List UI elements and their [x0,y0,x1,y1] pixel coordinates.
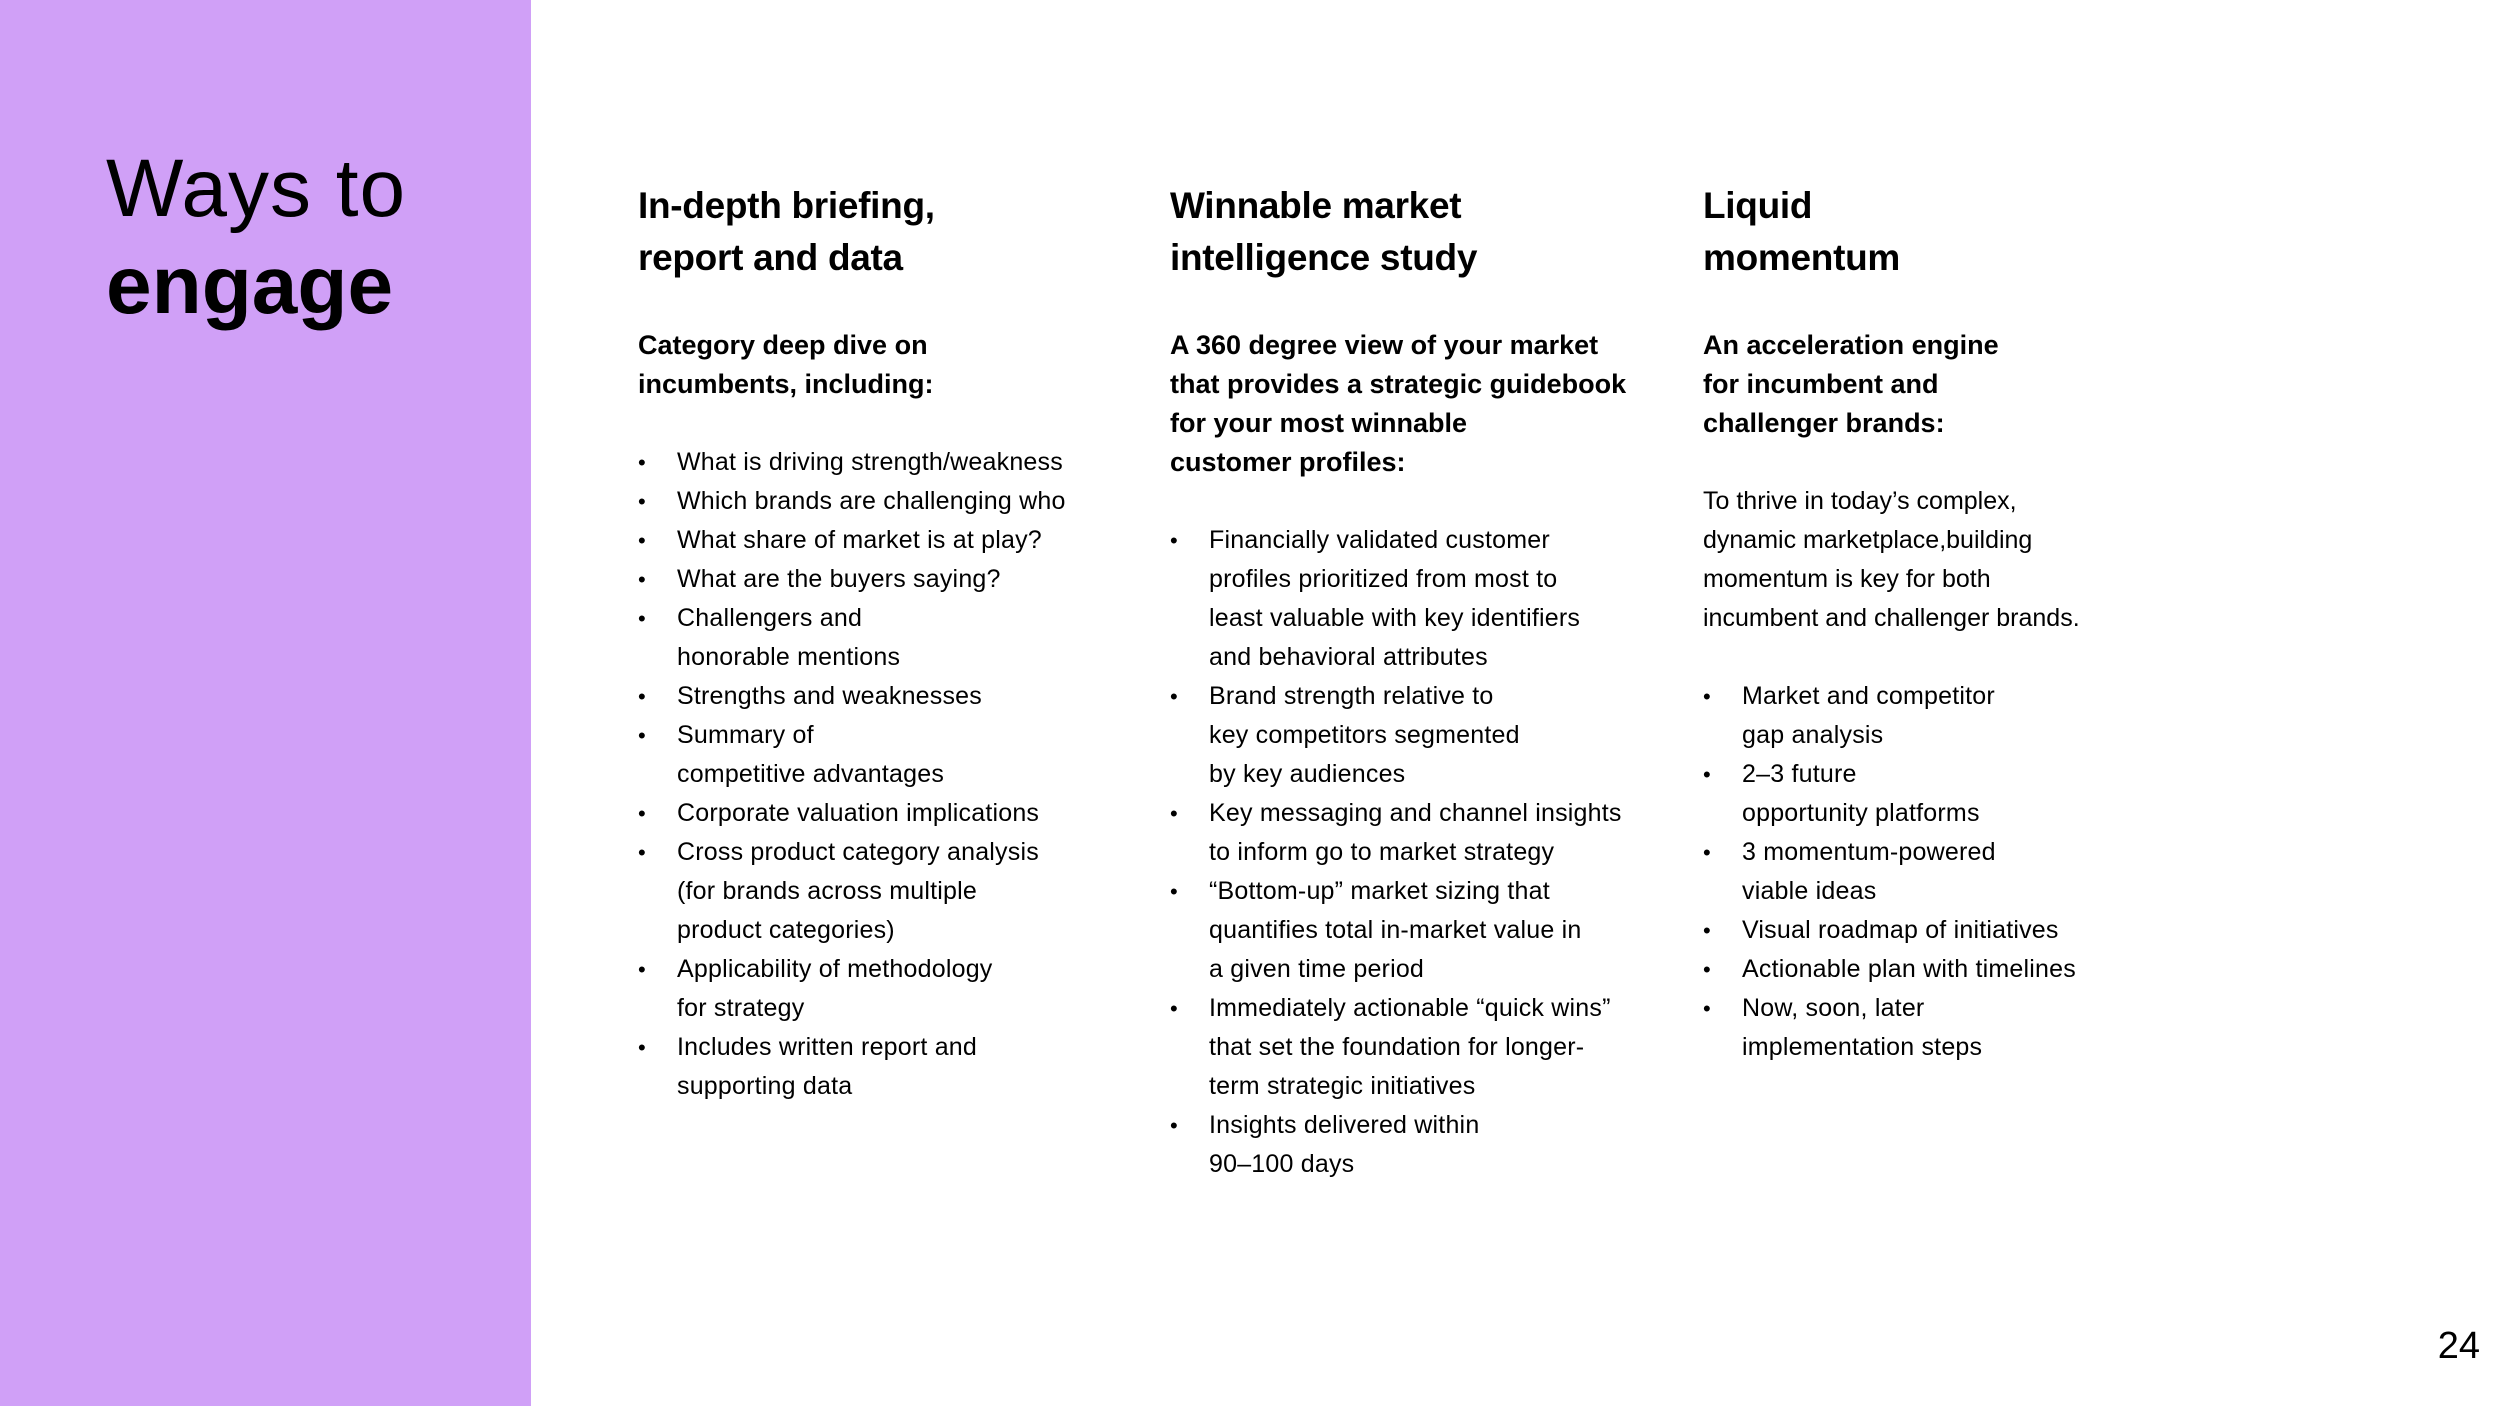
text-line: In-depth briefing, [638,185,935,226]
page-title [106,140,406,334]
text-line: incumbent and challenger brands. [1703,604,2080,632]
list-item [638,950,1138,1028]
text-line: Category deep dive on [638,330,928,360]
text-line: Liquid [1703,185,1813,226]
text-line: 2–3 future [1742,760,1857,788]
column-briefing [638,180,1138,1106]
text-line: least valuable with key identifiers [1209,604,1581,632]
list-item [1703,989,2203,1067]
text-line: Summary of [677,721,814,749]
column-heading [1703,180,2203,284]
text-line: Corporate valuation implications [677,799,1040,827]
column-lead [1170,326,1670,482]
text-line: a given time period [1209,955,1425,983]
text-line: key competitors segmented [1209,721,1520,749]
text-line: Which brands are challenging who [677,487,1066,515]
text-line: dynamic marketplace,building [1703,526,2033,554]
list-item [1170,794,1670,872]
text-line: “Bottom-up” market sizing that [1209,877,1550,905]
list-item [1703,677,2203,755]
list-item [638,833,1138,950]
list-item [638,560,1138,599]
title-line-2: engage [106,240,394,331]
page-number: 24 [2437,1325,2480,1367]
text-line: term strategic initiatives [1209,1072,1476,1100]
text-line: opportunity platforms [1742,799,1980,827]
text-line: Brand strength relative to [1209,682,1494,710]
list-item [638,716,1138,794]
text-line: product categories) [677,916,895,944]
text-line: report and data [638,237,903,278]
column-lead [638,326,1138,404]
text-line: supporting data [677,1072,853,1100]
text-line: implementation steps [1742,1033,1983,1061]
text-line: honorable mentions [677,643,901,671]
text-line: Winnable market [1170,185,1462,226]
text-line: Insights delivered within [1209,1111,1480,1139]
text-line: (for brands across multiple [677,877,977,905]
column-market-study [1170,180,1670,1184]
list-item [638,482,1138,521]
list-item [638,521,1138,560]
text-line: for your most winnable [1170,408,1468,438]
text-line: momentum [1703,237,1900,278]
text-line: Key messaging and channel insights [1209,799,1622,827]
column-heading [1170,180,1670,284]
list-item [1703,911,2203,950]
text-line: by key audiences [1209,760,1406,788]
list-item [1170,989,1670,1106]
bullet-list [1170,521,1670,1184]
column-paragraph [1703,482,2203,638]
text-line: 90–100 days [1209,1150,1355,1178]
text-line: 3 momentum-powered [1742,838,1996,866]
text-line: What is driving strength/weakness [677,448,1063,476]
text-line: quantifies total in-market value in [1209,916,1582,944]
text-line: Includes written report and [677,1033,978,1061]
text-line: Actionable plan with timelines [1742,955,2076,983]
text-line: profiles prioritized from most to [1209,565,1558,593]
text-line: that set the foundation for longer- [1209,1033,1585,1061]
list-item [1170,1106,1670,1184]
text-line: An acceleration engine [1703,330,1999,360]
text-line: momentum is key for both [1703,565,1991,593]
list-item [638,794,1138,833]
text-line: Cross product category analysis [677,838,1039,866]
text-line: to inform go to market strategy [1209,838,1555,866]
list-item [1703,833,2203,911]
list-item [638,443,1138,482]
text-line: for strategy [677,994,805,1022]
text-line: competitive advantages [677,760,945,788]
list-item [1703,755,2203,833]
text-line: for incumbent and [1703,369,1939,399]
text-line: To thrive in today’s complex, [1703,487,2017,515]
text-line: gap analysis [1742,721,1884,749]
text-line: incumbents, including: [638,369,934,399]
list-item [638,1028,1138,1106]
text-line: viable ideas [1742,877,1877,905]
list-item [638,677,1138,716]
text-line: Now, soon, later [1742,994,1925,1022]
column-heading [638,180,1138,284]
text-line: customer profiles: [1170,447,1406,477]
text-line: Financially validated customer [1209,526,1550,554]
text-line: that provides a strategic guidebook [1170,369,1627,399]
text-line: and behavioral attributes [1209,643,1488,671]
text-line: Immediately actionable “quick wins” [1209,994,1611,1022]
list-item [1703,950,2203,989]
column-lead [1703,326,2203,443]
text-line: Visual roadmap of initiatives [1742,916,2059,944]
text-line: challenger brands: [1703,408,1945,438]
text-line: Applicability of methodology [677,955,993,983]
sidebar-panel [0,0,531,1406]
text-line: Strengths and weaknesses [677,682,982,710]
column-liquid-momentum [1703,180,2203,1067]
text-line: What share of market is at play? [677,526,1042,554]
text-line: What are the buyers saying? [677,565,1001,593]
bullet-list [1703,677,2203,1067]
bullet-list [638,443,1138,1106]
text-line: Market and competitor [1742,682,1995,710]
list-item [1170,521,1670,677]
list-item [638,599,1138,677]
title-line-1: Ways to [106,143,407,234]
text-line: intelligence study [1170,237,1478,278]
text-line: A 360 degree view of your market [1170,330,1599,360]
list-item [1170,872,1670,989]
text-line: Challengers and [677,604,863,632]
list-item [1170,677,1670,794]
